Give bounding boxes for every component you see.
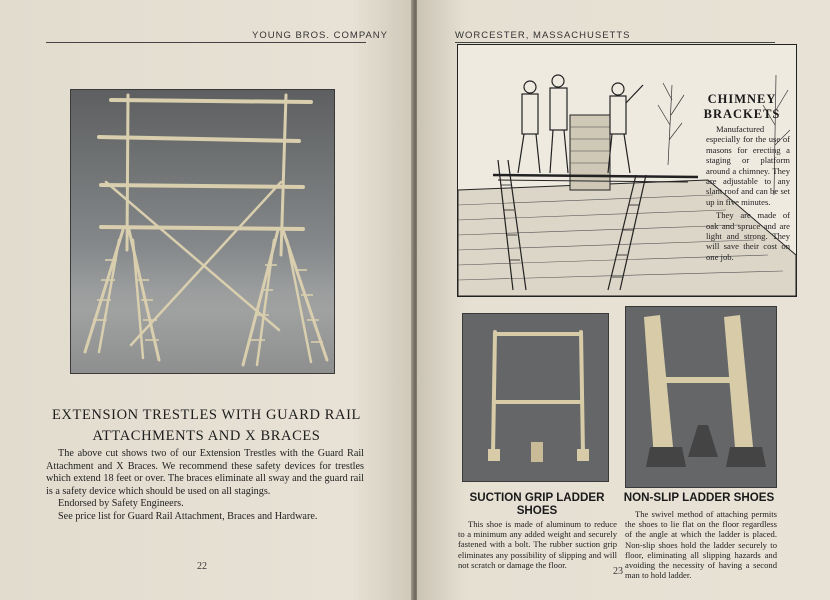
suction-title-line2: SHOES — [516, 504, 558, 517]
trestles-paragraph-3: See price list for Guard Rail Attachment, Braces and Hardware. — [58, 510, 318, 522]
left-header-rule — [46, 42, 366, 43]
chimney-paragraph-2: They are made of oak and spruce and are light and strong. They will save their cost on one job. — [706, 210, 790, 262]
suction-paragraph: This shoe is made of aluminum to reduce to a minimum any added weight and securely fastened with a bolt. The rubber suction grip eliminates any possibility of slipping and will not scratch or damage the floor. — [458, 519, 617, 570]
trestles-title-line1: EXTENSION TRESTLES WITH GUARD RAIL — [51, 407, 362, 423]
non-slip-shoes-photo — [625, 306, 777, 488]
trestles-title-line2: ATTACHMENTS AND X BRACES — [92, 428, 321, 444]
right-header-rule — [455, 42, 775, 43]
suction-grip-shoes-photo — [462, 313, 609, 482]
suction-grip-description — [458, 519, 617, 570]
trestles-paragraph-2: Endorsed by Safety Engineers. — [58, 498, 184, 510]
chimney-brackets-title — [699, 92, 785, 122]
non-slip-title: NON-SLIP LADDER SHOES — [623, 491, 775, 504]
right-page-number: 23 — [613, 566, 623, 577]
suction-grip-title — [457, 491, 617, 517]
non-slip-description — [625, 509, 777, 580]
left-page-number: 22 — [197, 561, 207, 572]
nonslip-paragraph: The swivel method of attaching permits the shoes to lie flat on the floor regardless of the angle at which the ladder is placed. Non-slip shoes hold the ladder securely to floor, eliminating all slipping hazards and avoiding the necessity of having a second man to hold ladder. — [625, 509, 777, 581]
chimney-brackets-description — [706, 124, 790, 265]
chimney-title-line1: CHIMNEY — [707, 92, 777, 106]
left-running-header: YOUNG BROS. COMPANY — [252, 30, 389, 41]
right-running-header: WORCESTER, MASSACHUSETTS — [455, 30, 631, 41]
chimney-paragraph-1: Manufactured especially for the use of masons for erecting a staging or platform around a chimney. They are adjustable to any slant roof and can be set up in five minutes. — [706, 124, 790, 207]
right-page — [417, 0, 830, 600]
trestles-paragraph-1: The above cut shows two of our Extension Trestles with the Guard Rail Attachment and X Braces. We recommend these safety devices for trestles which extend 18 feet or over. The braces eliminate all sway and the guard rail is a safety device which should be used on all stagings. — [46, 448, 364, 497]
suction-title-line1: SUCTION GRIP LADDER — [469, 491, 605, 504]
extension-trestles-photo — [70, 89, 335, 374]
left-page — [0, 0, 413, 600]
chimney-title-line2: BRACKETS — [703, 107, 781, 121]
trestles-title — [40, 405, 373, 447]
trestles-description — [46, 448, 364, 524]
